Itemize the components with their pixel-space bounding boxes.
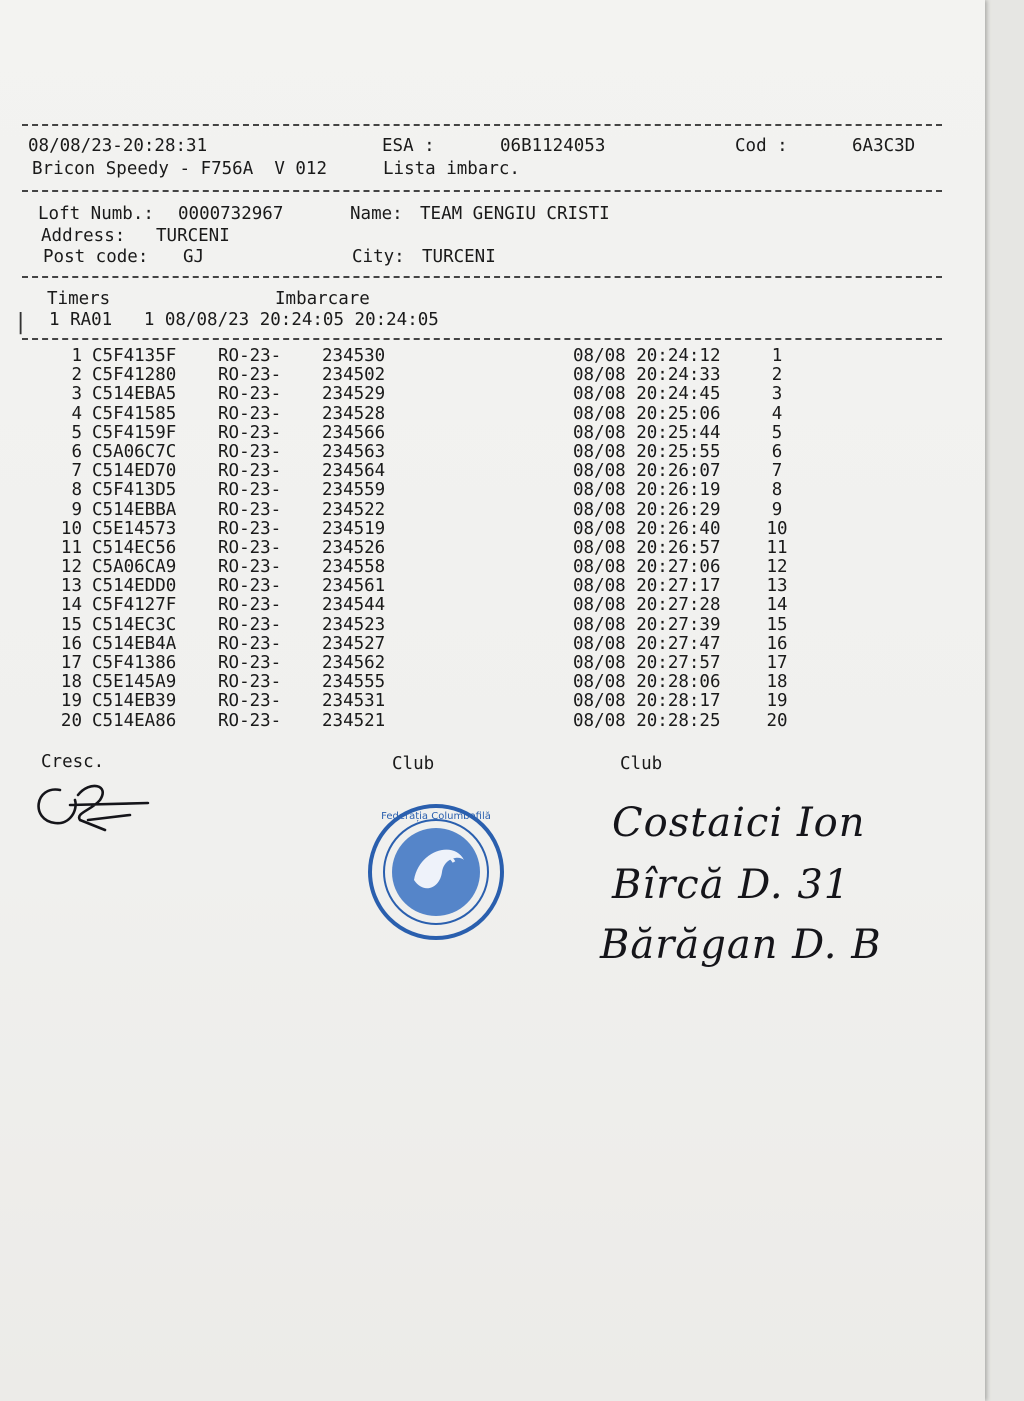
entry-ring-prefix: RO-23- xyxy=(218,384,282,405)
entry-ring-prefix: RO-23- xyxy=(218,346,282,366)
entry-time: 08/08 20:26:07 xyxy=(573,461,721,482)
entry-ring-code: C514EBBA xyxy=(92,499,177,520)
handwritten-line-1: Costaici Ion xyxy=(612,800,866,846)
entry-index: 1 xyxy=(71,346,82,366)
list-title: Lista imbarc. xyxy=(383,159,520,179)
entry-ring-code: C514EB39 xyxy=(92,691,177,712)
entry-ring-code: C514EC3C xyxy=(92,614,177,635)
entry-ring-code: C514EC56 xyxy=(92,537,177,558)
entry-time: 08/08 20:25:06 xyxy=(573,403,721,424)
entry-time: 08/08 20:25:55 xyxy=(573,441,721,462)
entry-ring-prefix: RO-23- xyxy=(218,480,282,501)
entry-ring-number: 234526 xyxy=(322,537,386,558)
entry-index: 6 xyxy=(71,441,82,462)
table-row xyxy=(40,405,800,424)
entry-time: 08/08 20:27:28 xyxy=(573,595,721,616)
entry-ring-number: 234564 xyxy=(322,461,386,482)
table-row xyxy=(40,366,800,385)
entries-table xyxy=(40,347,800,731)
entry-index: 7 xyxy=(71,461,82,482)
table-row xyxy=(40,501,800,520)
entry-index: 5 xyxy=(71,422,82,443)
timers-label: Timers xyxy=(47,289,111,309)
entry-ring-code: C5F4135F xyxy=(92,346,177,366)
entry-ring-code: C5F41280 xyxy=(92,365,177,386)
entry-order: 8 xyxy=(771,480,783,501)
entry-ring-number: 234528 xyxy=(322,403,386,424)
entry-ring-code: C5F4159F xyxy=(92,422,177,443)
entry-index: 17 xyxy=(60,653,82,673)
entry-ring-number: 234561 xyxy=(322,576,386,597)
divider xyxy=(22,276,942,278)
entry-time: 08/08 20:27:06 xyxy=(573,557,721,578)
entry-time: 08/08 20:28:17 xyxy=(573,691,721,712)
entry-ring-number: 234529 xyxy=(322,384,386,405)
entry-ring-code: C514EBA5 xyxy=(92,384,177,405)
entry-index: 13 xyxy=(60,576,82,597)
entry-ring-prefix: RO-23- xyxy=(218,633,282,654)
entry-time: 08/08 20:24:12 xyxy=(573,346,721,366)
entry-index: 20 xyxy=(60,710,82,731)
entry-time: 08/08 20:25:44 xyxy=(573,422,721,443)
entry-index: 12 xyxy=(60,557,82,578)
cod-value: 6A3C3D xyxy=(852,136,916,156)
entry-index: 9 xyxy=(71,499,82,520)
entry-ring-prefix: RO-23- xyxy=(218,710,282,731)
divider xyxy=(22,124,942,126)
entry-ring-number: 234544 xyxy=(322,595,386,616)
entry-index: 8 xyxy=(71,480,82,501)
entry-order: 16 xyxy=(766,633,788,654)
entry-ring-number: 234566 xyxy=(322,422,386,443)
handwritten-line-3: Bărăgan D. B xyxy=(600,922,882,968)
entry-order: 19 xyxy=(766,691,788,712)
entry-order: 12 xyxy=(766,557,788,578)
timer-line: 1 RA01 1 08/08/23 20:24:05 20:24:05 xyxy=(49,310,439,330)
cod-label: Cod : xyxy=(735,136,788,156)
entry-index: 11 xyxy=(60,537,82,558)
entry-order: 20 xyxy=(766,710,788,731)
table-row xyxy=(40,462,800,481)
entry-ring-code: C5A06CA9 xyxy=(92,557,177,578)
entry-time: 08/08 20:28:06 xyxy=(573,672,721,693)
entry-ring-code: C514ED70 xyxy=(92,461,177,482)
entry-ring-number: 234522 xyxy=(322,499,386,520)
name-value: TEAM GENGIU CRISTI xyxy=(420,204,610,224)
entry-order: 2 xyxy=(771,365,783,386)
entry-time: 08/08 20:27:17 xyxy=(573,576,721,597)
entry-ring-prefix: RO-23- xyxy=(218,653,282,673)
entry-ring-code: C514EA86 xyxy=(92,710,177,731)
entry-order: 10 xyxy=(766,518,788,539)
entry-time: 08/08 20:24:33 xyxy=(573,365,721,386)
entry-ring-code: C5F41585 xyxy=(92,403,177,424)
address-label: Address: xyxy=(41,226,126,246)
entry-ring-prefix: RO-23- xyxy=(218,557,282,578)
entry-index: 14 xyxy=(60,595,82,616)
entry-index: 2 xyxy=(71,365,82,386)
entry-ring-code: C5F413D5 xyxy=(92,480,177,501)
table-row xyxy=(40,712,800,731)
entry-index: 3 xyxy=(71,384,82,405)
divider xyxy=(22,190,942,192)
entry-time: 08/08 20:26:40 xyxy=(573,518,721,539)
entry-ring-code: C5F41386 xyxy=(92,653,177,673)
entry-ring-number: 234530 xyxy=(322,346,386,366)
device-name: Bricon Speedy - F756A V 012 xyxy=(32,159,328,179)
entry-time: 08/08 20:26:57 xyxy=(573,537,721,558)
esa-value: 06B1124053 xyxy=(500,136,606,156)
entry-ring-prefix: RO-23- xyxy=(218,537,282,558)
stamp-text: Federația Columbofilă xyxy=(381,811,491,822)
breeder-signature xyxy=(30,775,160,845)
entry-time: 08/08 20:27:57 xyxy=(573,653,721,673)
entry-ring-number: 234555 xyxy=(322,672,386,693)
entry-time: 08/08 20:27:39 xyxy=(573,614,721,635)
postcode-label: Post code: xyxy=(43,247,149,267)
entry-ring-prefix: RO-23- xyxy=(218,441,282,462)
entry-order: 18 xyxy=(766,672,788,693)
entry-order: 14 xyxy=(766,595,788,616)
city-value: TURCENI xyxy=(422,247,496,267)
entry-ring-prefix: RO-23- xyxy=(218,403,282,424)
entry-order: 17 xyxy=(766,653,788,673)
table-row xyxy=(40,385,800,404)
table-row xyxy=(40,596,800,615)
entry-ring-prefix: RO-23- xyxy=(218,595,282,616)
entry-order: 4 xyxy=(771,403,783,424)
table-row xyxy=(40,424,800,443)
entry-order: 7 xyxy=(771,461,783,482)
club-label-2: Club xyxy=(620,754,663,774)
entry-time: 08/08 20:26:29 xyxy=(573,499,721,520)
entry-index: 16 xyxy=(60,633,82,654)
entry-ring-code: C5A06C7C xyxy=(92,441,177,462)
cresc-label: Cresc. xyxy=(41,752,105,772)
entry-index: 4 xyxy=(71,403,82,424)
entry-ring-prefix: RO-23- xyxy=(218,672,282,693)
entry-order: 5 xyxy=(771,422,783,443)
entry-time: 08/08 20:28:25 xyxy=(573,710,721,731)
table-row xyxy=(40,520,800,539)
entry-ring-number: 234563 xyxy=(322,441,386,462)
table-row xyxy=(40,673,800,692)
entry-ring-prefix: RO-23- xyxy=(218,499,282,520)
club-label-1: Club xyxy=(392,754,435,774)
entry-ring-number: 234562 xyxy=(322,653,386,673)
club-stamp xyxy=(364,800,508,944)
entry-order: 3 xyxy=(771,384,783,405)
table-row xyxy=(40,616,800,635)
postcode-value: GJ xyxy=(183,247,205,267)
entry-ring-number: 234523 xyxy=(322,614,386,635)
loft-value: 0000732967 xyxy=(178,204,284,224)
entry-index: 15 xyxy=(60,614,82,635)
esa-label: ESA : xyxy=(382,136,435,156)
entry-ring-code: C5F4127F xyxy=(92,595,177,616)
entry-time: 08/08 20:24:45 xyxy=(573,384,721,405)
entry-ring-code: C5E145A9 xyxy=(92,672,177,693)
address-value: TURCENI xyxy=(156,226,230,246)
entry-order: 6 xyxy=(771,441,783,462)
entry-ring-number: 234521 xyxy=(322,710,386,731)
print-datetime: 08/08/23-20:28:31 xyxy=(28,136,208,156)
table-row xyxy=(40,443,800,462)
loft-label: Loft Numb.: xyxy=(38,204,154,224)
entry-index: 19 xyxy=(60,691,82,712)
entry-order: 11 xyxy=(766,537,788,558)
entry-ring-prefix: RO-23- xyxy=(218,461,282,482)
entry-ring-code: C514EDD0 xyxy=(92,576,177,597)
entry-ring-prefix: RO-23- xyxy=(218,365,282,386)
table-row xyxy=(40,692,800,711)
entry-time: 08/08 20:27:47 xyxy=(573,633,721,654)
imbarcare-label: Imbarcare xyxy=(275,289,370,309)
handwritten-line-2: Bîrcă D. 31 xyxy=(612,862,851,908)
entry-ring-code: C514EB4A xyxy=(92,633,177,654)
table-row xyxy=(40,558,800,577)
entry-order: 9 xyxy=(771,499,783,520)
entry-ring-prefix: RO-23- xyxy=(218,691,282,712)
entry-time: 08/08 20:26:19 xyxy=(573,480,721,501)
city-label: City: xyxy=(352,247,405,267)
entry-index: 10 xyxy=(60,518,82,539)
entry-ring-prefix: RO-23- xyxy=(218,518,282,539)
margin-mark: | xyxy=(14,310,28,335)
divider xyxy=(22,338,942,340)
entry-ring-number: 234502 xyxy=(322,365,386,386)
entry-index: 18 xyxy=(60,672,82,693)
entry-order: 1 xyxy=(771,346,783,366)
entry-ring-number: 234531 xyxy=(322,691,386,712)
entry-ring-prefix: RO-23- xyxy=(218,614,282,635)
entry-ring-prefix: RO-23- xyxy=(218,576,282,597)
entry-ring-number: 234559 xyxy=(322,480,386,501)
table-row xyxy=(40,481,800,500)
entry-ring-prefix: RO-23- xyxy=(218,422,282,443)
entry-ring-number: 234558 xyxy=(322,557,386,578)
table-row xyxy=(40,539,800,558)
entry-order: 15 xyxy=(766,614,788,635)
table-row xyxy=(40,654,800,673)
table-row xyxy=(40,347,800,366)
table-row xyxy=(40,577,800,596)
name-label: Name: xyxy=(350,204,403,224)
entry-ring-number: 234519 xyxy=(322,518,386,539)
entry-ring-code: C5E14573 xyxy=(92,518,177,539)
table-row xyxy=(40,635,800,654)
entry-ring-number: 234527 xyxy=(322,633,386,654)
entry-order: 13 xyxy=(766,576,788,597)
